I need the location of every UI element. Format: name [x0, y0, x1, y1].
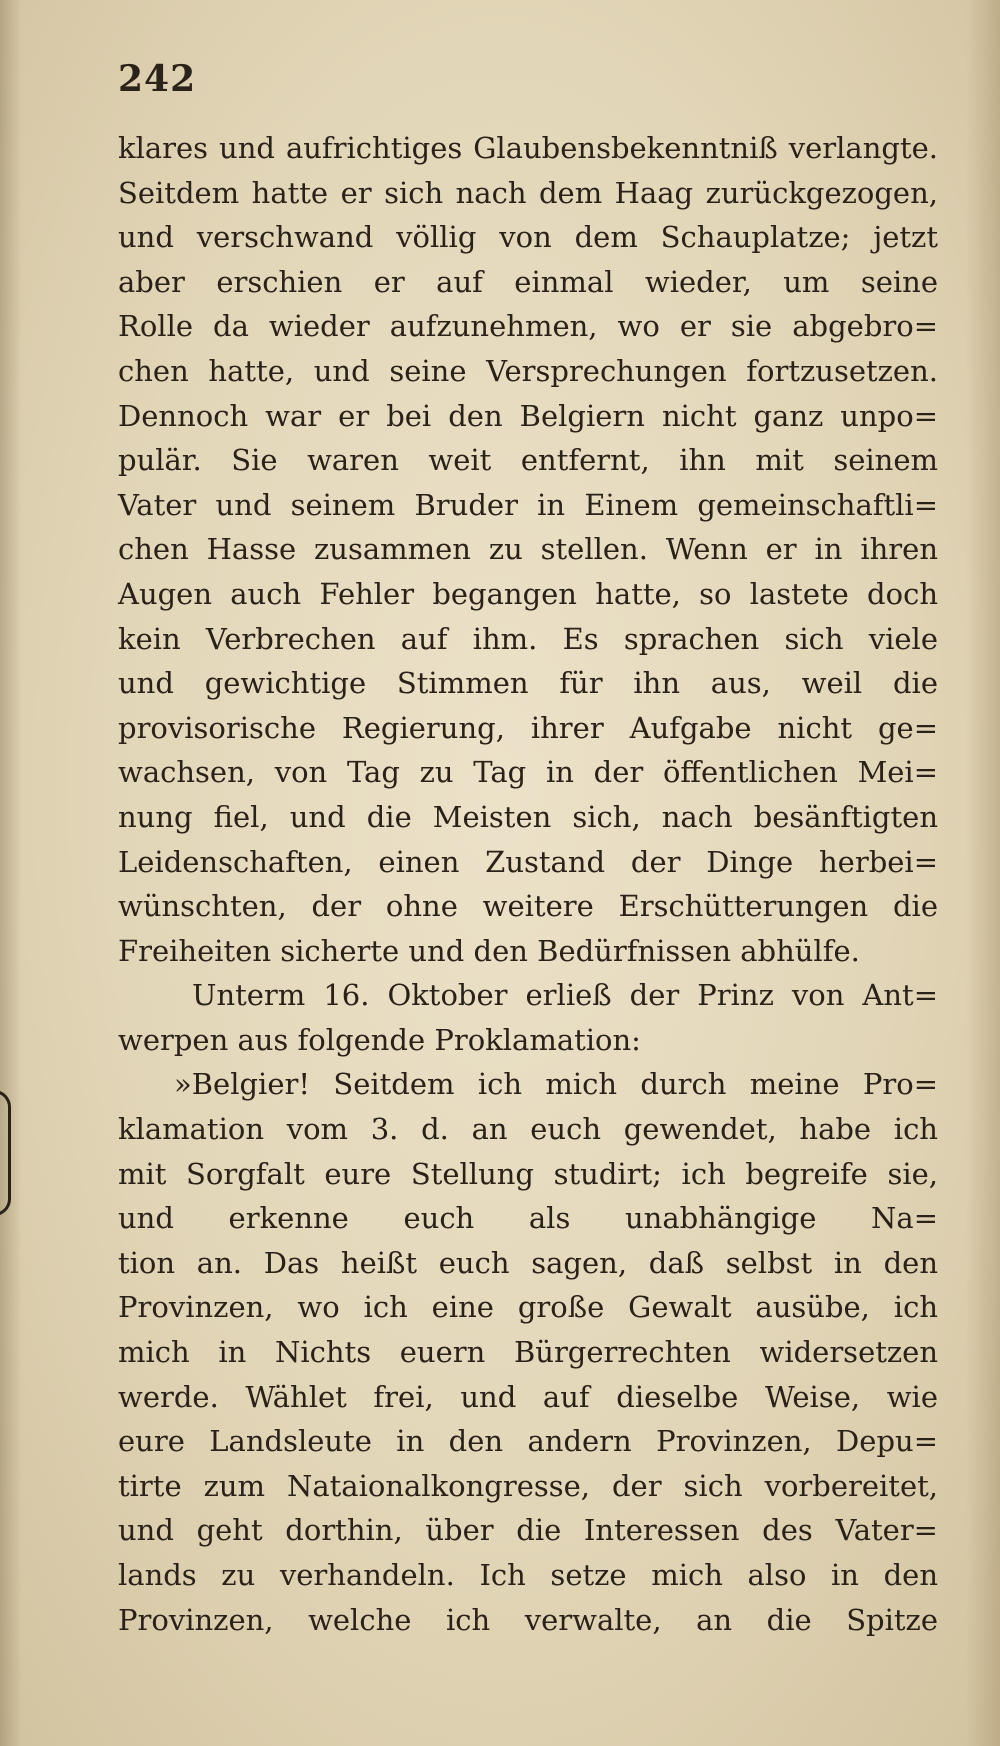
binding-thread-mark: [0, 1090, 11, 1216]
text-line: »Belgier! Seitdem ich mich durch meine Pro=: [174, 1067, 938, 1102]
text-line: Leidenschaften, einen Zustand der Dinge herbei=: [118, 844, 938, 879]
page-number: 242: [118, 58, 197, 100]
text-line: eure Landsleute in den andern Provinzen, Depu=: [118, 1424, 938, 1459]
text-line: Provinzen, welche ich verwalte, an die Spitze: [118, 1602, 938, 1637]
text-line: und erkenne euch als unabhängige Na=: [118, 1201, 938, 1236]
text-line: und verschwand völlig von dem Schauplatze; jetzt: [118, 220, 938, 255]
text-line: aber erschien er auf einmal wieder, um seine: [118, 264, 938, 299]
text-line: tirte zum Nataionalkongresse, der sich vorbereitet,: [118, 1468, 938, 1503]
text-line: pulär. Sie waren weit entfernt, ihn mit seinem: [118, 443, 938, 478]
text-line: Rolle da wieder aufzunehmen, wo er sie abgebro=: [118, 309, 938, 344]
text-line: Dennoch war er bei den Belgiern nicht ganz unpo=: [118, 398, 938, 433]
text-line: lands zu verhandeln. Ich setze mich also in den: [118, 1558, 938, 1592]
text-line: chen Hasse zusammen zu stellen. Wenn er in ihren: [118, 532, 938, 567]
text-line: Seitdem hatte er sich nach dem Haag zurückgezogen,: [118, 175, 938, 210]
text-line: klares und aufrichtiges Glaubensbekenntniß verlangte.: [118, 131, 938, 165]
page-edge-shadow: [966, 0, 1000, 1746]
text-line: und geht dorthin, über die Interessen des Vater=: [118, 1513, 938, 1548]
text-line: Provinzen, wo ich eine große Gewalt ausübe, ich: [118, 1290, 938, 1325]
text-line: chen hatte, und seine Versprechungen fortzusetzen.: [118, 353, 938, 388]
text-line: und gewichtige Stimmen für ihn aus, weil die: [118, 666, 938, 701]
page-gutter-shadow: [0, 0, 22, 1746]
text-line: mich in Nichts euern Bürgerrechten widersetzen: [118, 1335, 938, 1370]
text-line: wachsen, von Tag zu Tag in der öffentlichen Mei=: [118, 755, 938, 790]
text-line: tion an. Das heißt euch sagen, daß selbst in den: [118, 1245, 938, 1280]
text-line: provisorische Regierung, ihrer Aufgabe nicht ge=: [118, 710, 938, 745]
text-line: kein Verbrechen auf ihm. Es sprachen sich viele: [118, 621, 938, 656]
text-line: klamation vom 3. d. an euch gewendet, habe ich: [118, 1112, 938, 1147]
text-line: nung fiel, und die Meisten sich, nach besänftigten: [118, 799, 938, 834]
text-line: werpen aus folgende Proklamation:: [118, 1022, 641, 1057]
text-line: mit Sorgfalt eure Stellung studirt; ich begreife sie,: [118, 1156, 938, 1191]
text-line: Unterm 16. Oktober erließ der Prinz von Ant=: [192, 978, 938, 1013]
text-line: Augen auch Fehler begangen hatte, so lastete doch: [118, 576, 938, 611]
text-line: werde. Wählet frei, und auf dieselbe Weise, wie: [118, 1379, 938, 1414]
text-line: wünschten, der ohne weitere Erschütterungen die: [118, 889, 938, 924]
body-text: [118, 126, 938, 1642]
text-line: Vater und seinem Bruder in Einem gemeinschaftli=: [118, 487, 938, 522]
text-line: Freiheiten sicherte und den Bedürfnissen abhülfe.: [118, 933, 860, 968]
